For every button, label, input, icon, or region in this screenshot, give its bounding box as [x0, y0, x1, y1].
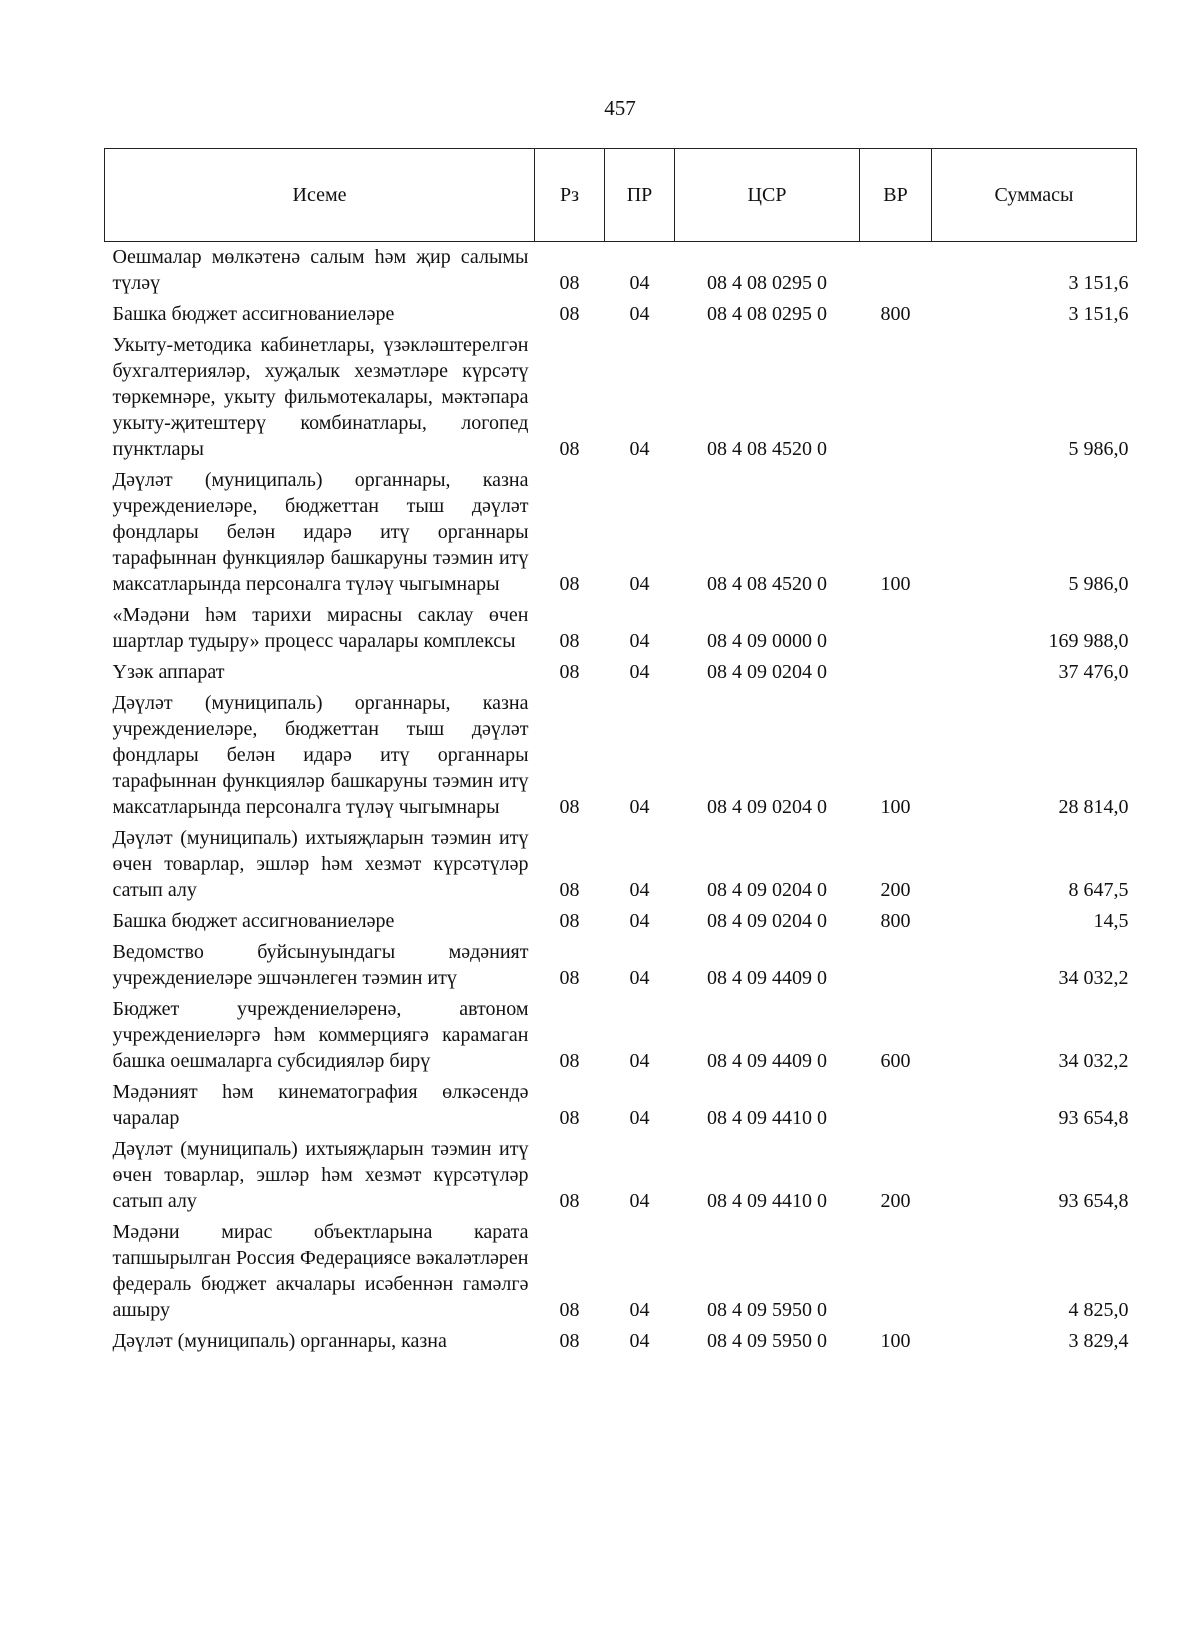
- row-csr: 08 4 08 0295 0: [707, 303, 827, 325]
- row-vr: [860, 1074, 932, 1131]
- row-vr: [860, 654, 932, 685]
- row-pr: 04: [629, 573, 650, 595]
- row-sum: 93 654,8: [1058, 1107, 1129, 1129]
- header-pr: ПР: [605, 149, 675, 242]
- row-rz: 08: [559, 303, 580, 325]
- row-csr: 08 4 09 4410 0: [707, 1107, 827, 1129]
- row-sum: 14,5: [1093, 910, 1129, 932]
- table-row: [105, 242, 1137, 297]
- row-csr: 08 4 09 0204 0: [707, 879, 827, 901]
- row-rz: 08: [559, 630, 580, 652]
- row-pr: 04: [629, 1190, 650, 1212]
- row-vr: 800: [880, 910, 911, 932]
- header-row: [105, 149, 1137, 242]
- row-rz: 08: [559, 438, 580, 460]
- row-pr: 04: [629, 438, 650, 460]
- row-csr: 08 4 09 5950 0: [707, 1299, 827, 1321]
- row-csr: 08 4 08 4520 0: [707, 438, 827, 460]
- row-sum: 4 825,0: [1068, 1299, 1129, 1321]
- row-vr: [860, 327, 932, 462]
- table-body: [105, 242, 1137, 1355]
- row-rz: 08: [559, 272, 580, 294]
- row-rz: 08: [559, 910, 580, 932]
- row-vr: [860, 597, 932, 654]
- row-name: Ведомство буйсынуындагы мәдәният учреждениеләре эшчәнлеген тәэмин итү: [112, 941, 529, 989]
- row-vr: 200: [880, 879, 911, 901]
- row-pr: 04: [629, 879, 650, 901]
- row-sum: 34 032,2: [1058, 1050, 1129, 1072]
- table-row: [105, 597, 1137, 654]
- row-pr: 04: [629, 910, 650, 932]
- table-row: [105, 903, 1137, 934]
- row-pr: 04: [629, 661, 650, 683]
- row-rz: 08: [559, 1299, 580, 1321]
- table-row: [105, 654, 1137, 685]
- table-header: [105, 149, 1137, 242]
- row-name: Укыту-методика кабинетлары, үзәкләштерелгән бухгалтерияләр, хуҗалык хезмәтләре күрсәтү төркемнәре, укыту фильмотекалары, мәктәпара укыту-җитештерү комбинатлары, логопед пунктлары: [112, 334, 529, 460]
- row-csr: 08 4 08 4520 0: [707, 573, 827, 595]
- row-sum: 5 986,0: [1068, 573, 1129, 595]
- row-pr: 04: [629, 1330, 650, 1352]
- row-vr: 800: [880, 303, 911, 325]
- row-name: Мәдәни мирас объектларына карата тапшырылган Россия Федерациясе вәкаләтләрен федераль бюджет акчалары исәбеннән гамәлгә ашыру: [112, 1221, 529, 1321]
- table-row: [105, 327, 1137, 462]
- row-name: Мәдәният һәм кинематография өлкәсендә чаралар: [112, 1081, 529, 1129]
- row-sum: 3 151,6: [1068, 272, 1129, 294]
- row-name: Үзәк аппарат: [112, 661, 225, 683]
- row-vr: 100: [880, 573, 911, 595]
- row-sum: 8 647,5: [1068, 879, 1129, 901]
- header-sum: Суммасы: [932, 149, 1137, 242]
- header-name: Исеме: [105, 149, 535, 242]
- table-row: [105, 820, 1137, 903]
- row-sum: 3 151,6: [1068, 303, 1129, 325]
- row-csr: 08 4 09 4410 0: [707, 1190, 827, 1212]
- row-rz: 08: [559, 879, 580, 901]
- header-csr: ЦСР: [675, 149, 860, 242]
- table-row: [105, 1074, 1137, 1131]
- row-pr: 04: [629, 1050, 650, 1072]
- row-pr: 04: [629, 272, 650, 294]
- row-sum: 28 814,0: [1058, 796, 1129, 818]
- row-rz: 08: [559, 796, 580, 818]
- row-sum: 93 654,8: [1058, 1190, 1129, 1212]
- table-row: [105, 1131, 1137, 1214]
- row-vr: 100: [880, 1330, 911, 1352]
- row-pr: 04: [629, 303, 650, 325]
- row-csr: 08 4 09 0204 0: [707, 661, 827, 683]
- row-csr: 08 4 08 0295 0: [707, 272, 827, 294]
- row-rz: 08: [559, 1330, 580, 1352]
- row-sum: 5 986,0: [1068, 438, 1129, 460]
- row-vr: 200: [880, 1190, 911, 1212]
- row-pr: 04: [629, 967, 650, 989]
- row-rz: 08: [559, 967, 580, 989]
- row-csr: 08 4 09 5950 0: [707, 1330, 827, 1352]
- table-row: [105, 296, 1137, 327]
- row-sum: 34 032,2: [1058, 967, 1129, 989]
- row-rz: 08: [559, 1050, 580, 1072]
- row-rz: 08: [559, 1190, 580, 1212]
- row-rz: 08: [559, 573, 580, 595]
- row-pr: 04: [629, 630, 650, 652]
- row-rz: 08: [559, 661, 580, 683]
- budget-table: [104, 148, 1137, 1354]
- header-rz: Рз: [535, 149, 605, 242]
- budget-table-container: [104, 148, 1136, 1354]
- row-name: Башка бюджет ассигнованиеләре: [112, 303, 395, 325]
- table-row: [105, 991, 1137, 1074]
- row-vr: 600: [880, 1050, 911, 1072]
- row-sum: 3 829,4: [1068, 1330, 1129, 1352]
- row-name: Дәүләт (муниципаль) ихтыяҗларын тәэмин итү өчен товарлар, эшләр һәм хезмәт күрсәтүләр сатып алу: [112, 1138, 529, 1212]
- row-rz: 08: [559, 1107, 580, 1129]
- row-name: Дәүләт (муниципаль) органнары, казна: [112, 1330, 447, 1352]
- row-vr: [860, 934, 932, 991]
- page-number: 457: [604, 96, 636, 120]
- row-pr: 04: [629, 1107, 650, 1129]
- row-name: «Мәдәни һәм тарихи мирасны саклау өчен шартлар тудыру» процесс чаралары комплексы: [112, 604, 529, 652]
- row-name: Башка бюджет ассигнованиеләре: [112, 910, 395, 932]
- table-row: [105, 1214, 1137, 1323]
- row-vr: 100: [880, 796, 911, 818]
- table-row: [105, 462, 1137, 597]
- row-name: Дәүләт (муниципаль) органнары, казна учреждениеләре, бюджеттан тыш дәүләт фондлары белән идарә итү органнары тарафыннан функцияләр башкаруны тәэмин итү максатларында персоналга түләү чыгымнары: [112, 469, 529, 595]
- row-csr: 08 4 09 4409 0: [707, 967, 827, 989]
- row-pr: 04: [629, 796, 650, 818]
- table-row: [105, 685, 1137, 820]
- row-name: Бюджет учреждениеләренә, автоном учреждениеләргә һәм коммерциягә карамаган башка оешмаларга субсидияләр бирү: [112, 998, 529, 1072]
- row-csr: 08 4 09 4409 0: [707, 1050, 827, 1072]
- row-name: Оешмалар мөлкәтенә салым һәм җир салымы түләү: [112, 246, 529, 294]
- row-name: Дәүләт (муниципаль) органнары, казна учреждениеләре, бюджеттан тыш дәүләт фондлары белән идарә итү органнары тарафыннан функцияләр башкаруны тәэмин итү максатларында персоналга түләү чыгымнары: [112, 692, 529, 818]
- header-vr: ВР: [860, 149, 932, 242]
- row-csr: 08 4 09 0000 0: [707, 630, 827, 652]
- row-vr: [860, 242, 932, 297]
- row-sum: 37 476,0: [1058, 661, 1129, 683]
- row-name: Дәүләт (муниципаль) ихтыяҗларын тәэмин итү өчен товарлар, эшләр һәм хезмәт күрсәтүләр сатып алу: [112, 827, 529, 901]
- table-row: [105, 1323, 1137, 1354]
- row-csr: 08 4 09 0204 0: [707, 796, 827, 818]
- row-csr: 08 4 09 0204 0: [707, 910, 827, 932]
- row-vr: [860, 1214, 932, 1323]
- row-sum: 169 988,0: [1048, 630, 1129, 652]
- row-pr: 04: [629, 1299, 650, 1321]
- table-row: [105, 934, 1137, 991]
